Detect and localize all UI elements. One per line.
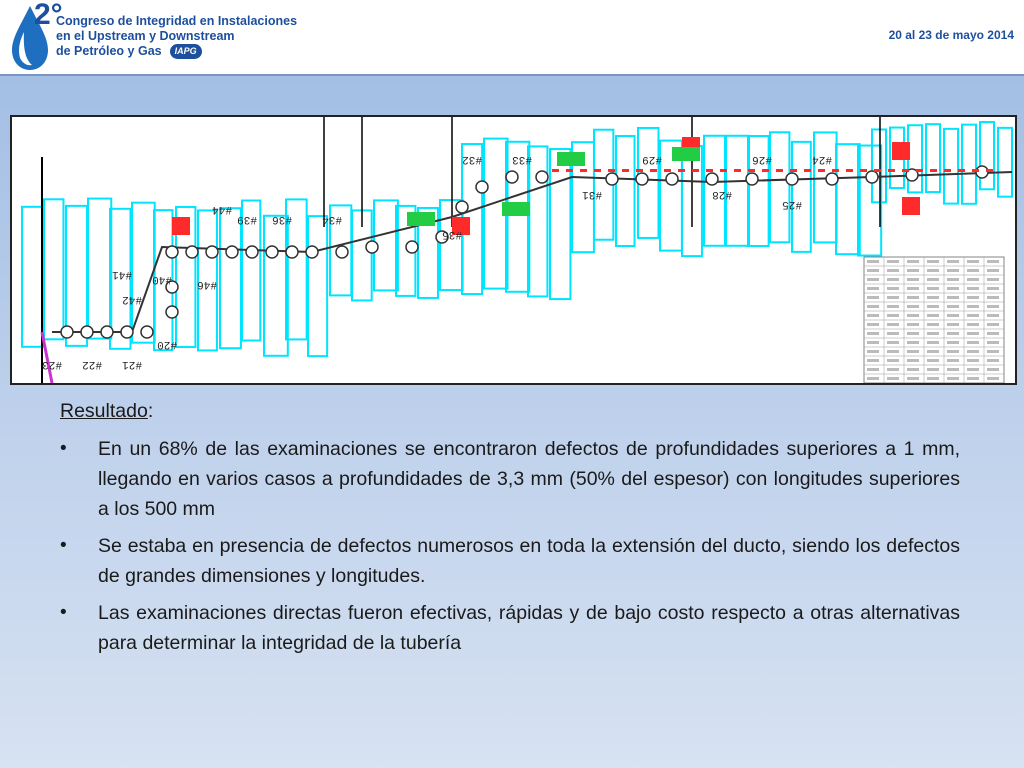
table-cell [907, 305, 919, 308]
defect-dash [832, 169, 839, 172]
table-cell [927, 287, 939, 290]
station-label: #40 [152, 273, 172, 285]
slide-content [60, 396, 960, 665]
street-block [962, 125, 976, 204]
defect-dash [846, 169, 853, 172]
defect-dash [622, 169, 629, 172]
defect-dash [944, 169, 951, 172]
table-cell [927, 332, 939, 335]
pipeline-map [10, 115, 1017, 385]
street-block [22, 207, 43, 347]
street-block [616, 136, 635, 246]
table-cell [907, 269, 919, 272]
table-cell [887, 341, 899, 344]
result-item: • Se estaba en presencia de defectos numerosos en toda la extensión del ducto, siendo los defectos de grandes dimensiones y longitudes. [60, 531, 960, 591]
event-date: 20 al 23 de mayo 2014 [888, 28, 1014, 42]
table-cell [927, 269, 939, 272]
green-zone [557, 152, 585, 166]
defect-dash [664, 169, 671, 172]
defect-marker [826, 173, 838, 185]
defect-marker [746, 173, 758, 185]
table-cell [927, 296, 939, 299]
table-cell [987, 377, 999, 380]
table-cell [867, 350, 879, 353]
street-block [908, 125, 922, 192]
bullet-icon: • [60, 602, 67, 623]
defect-dash [804, 169, 811, 172]
defect-dash [706, 169, 713, 172]
table-cell [967, 260, 979, 263]
table-cell [967, 341, 979, 344]
table-cell [947, 260, 959, 263]
defect-dash [776, 169, 783, 172]
defect-dash [762, 169, 769, 172]
table-cell [887, 350, 899, 353]
result-heading: Resultado: [60, 400, 154, 422]
defect-marker [186, 246, 198, 258]
table-cell [987, 278, 999, 281]
defect-zone [892, 142, 910, 160]
table-cell [987, 341, 999, 344]
table-cell [987, 314, 999, 317]
defect-dash [958, 169, 965, 172]
defect-marker [606, 173, 618, 185]
table-cell [967, 368, 979, 371]
defect-marker [456, 201, 468, 213]
table-cell [967, 350, 979, 353]
defect-marker [206, 246, 218, 258]
table-cell [927, 368, 939, 371]
table-cell [907, 350, 919, 353]
defect-marker [666, 173, 678, 185]
table-cell [887, 377, 899, 380]
table-cell [987, 287, 999, 290]
defect-dash [930, 169, 937, 172]
table-cell [947, 368, 959, 371]
defect-marker [101, 326, 113, 338]
station-label: #25 [782, 198, 802, 210]
defect-marker [866, 171, 878, 183]
table-cell [887, 332, 899, 335]
table-cell [927, 260, 939, 263]
bullet-icon: • [60, 535, 67, 556]
table-cell [887, 260, 899, 263]
defect-dash [636, 169, 643, 172]
table-cell [967, 323, 979, 326]
defect-marker [706, 173, 718, 185]
defect-marker [636, 173, 648, 185]
table-cell [947, 287, 959, 290]
green-zone [672, 147, 700, 161]
congress-title [56, 14, 297, 59]
station-label: #36 [272, 213, 292, 225]
table-cell [927, 359, 939, 362]
table-cell [907, 296, 919, 299]
table-cell [947, 269, 959, 272]
table-cell [867, 287, 879, 290]
table-cell [927, 278, 939, 281]
defect-dash [734, 169, 741, 172]
station-label: #29 [642, 153, 662, 165]
table-cell [867, 332, 879, 335]
defect-marker [141, 326, 153, 338]
street-block [308, 216, 327, 356]
defect-marker [786, 173, 798, 185]
defect-dash [874, 169, 881, 172]
table-cell [967, 278, 979, 281]
defect-dash [608, 169, 615, 172]
station-label: #46 [197, 278, 217, 290]
street-block [926, 124, 940, 192]
table-cell [887, 269, 899, 272]
street-block [944, 129, 958, 204]
defect-dash [720, 169, 727, 172]
table-cell [967, 269, 979, 272]
congress-title-line-3: de Petróleo y Gas IAPG [56, 44, 297, 59]
defect-dash [692, 169, 699, 172]
green-zone [407, 212, 435, 226]
defect-marker [336, 246, 348, 258]
station-label: #31 [582, 188, 602, 200]
defect-marker [266, 246, 278, 258]
defect-dash [818, 169, 825, 172]
defect-dash [552, 169, 559, 172]
table-cell [867, 296, 879, 299]
table-cell [907, 377, 919, 380]
station-label: #35 [442, 228, 462, 240]
table-cell [987, 260, 999, 263]
street-block [872, 129, 886, 202]
station-label: #44 [212, 203, 232, 215]
defect-dash [678, 169, 685, 172]
table-cell [867, 359, 879, 362]
table-cell [887, 314, 899, 317]
defect-marker [536, 171, 548, 183]
street-block [44, 199, 63, 339]
street-block [66, 206, 87, 346]
slide-header [0, 0, 1024, 76]
station-label: #33 [512, 153, 532, 165]
defect-dash [594, 169, 601, 172]
table-cell [967, 359, 979, 362]
station-label: #23 [42, 358, 62, 370]
table-cell [967, 305, 979, 308]
bullet-icon: • [60, 438, 67, 459]
pipeline-map-drawing [12, 117, 1015, 383]
defect-marker [166, 306, 178, 318]
station-label: #20 [157, 338, 177, 350]
table-cell [987, 323, 999, 326]
defect-dash [888, 169, 895, 172]
table-cell [907, 359, 919, 362]
station-label: #34 [322, 213, 342, 225]
defect-marker [121, 326, 133, 338]
table-cell [887, 305, 899, 308]
table-cell [887, 278, 899, 281]
table-cell [907, 260, 919, 263]
table-cell [867, 260, 879, 263]
station-label: #22 [82, 358, 102, 370]
table-cell [927, 314, 939, 317]
table-cell [887, 296, 899, 299]
table-cell [967, 296, 979, 299]
table-cell [887, 287, 899, 290]
street-block [528, 146, 547, 296]
result-item: • En un 68% de las examinaciones se encontraron defectos de profundidades superiores a 1 mm, llegando en varios casos a profundidades de 3,3 mm (50% del espesor) con longitudes superiores a los 500 mm [60, 434, 960, 524]
table-cell [907, 332, 919, 335]
table-cell [907, 314, 919, 317]
table-cell [947, 305, 959, 308]
table-cell [987, 332, 999, 335]
table-cell [947, 323, 959, 326]
table-cell [907, 323, 919, 326]
street-block [770, 132, 789, 242]
street-block [220, 208, 241, 348]
defect-marker [286, 246, 298, 258]
table-cell [947, 350, 959, 353]
street-block [88, 199, 111, 339]
station-label: #41 [112, 268, 132, 280]
iapg-badge: IAPG [170, 44, 202, 59]
defect-dash [916, 169, 923, 172]
station-label: #28 [712, 188, 732, 200]
logo-number: 2° [34, 0, 63, 31]
station-label: #21 [122, 358, 142, 370]
defect-marker [366, 241, 378, 253]
table-cell [907, 278, 919, 281]
station-label: #39 [237, 213, 257, 225]
defect-marker [226, 246, 238, 258]
street-block [858, 146, 881, 256]
table-cell [987, 305, 999, 308]
defect-dash [972, 169, 979, 172]
table-cell [967, 377, 979, 380]
street-block [814, 132, 837, 242]
defect-dash [986, 169, 993, 172]
result-item: • Las examinaciones directas fueron efectivas, rápidas y de bajo costo respecto a otras alternativas para determinar la integridad de la tubería [60, 598, 960, 658]
table-cell [987, 296, 999, 299]
defect-dash [650, 169, 657, 172]
defect-marker [61, 326, 73, 338]
street-block [998, 128, 1012, 197]
defect-dash [580, 169, 587, 172]
defect-marker [476, 181, 488, 193]
defect-zone [172, 217, 190, 235]
green-zone [502, 202, 530, 216]
defect-dash [566, 169, 573, 172]
street-block [980, 122, 994, 189]
table-cell [927, 350, 939, 353]
defect-marker [246, 246, 258, 258]
defect-marker [306, 246, 318, 258]
station-label: #42 [122, 293, 142, 305]
defect-dash [860, 169, 867, 172]
table-cell [947, 296, 959, 299]
table-cell [867, 377, 879, 380]
station-label: #24 [812, 153, 832, 165]
table-cell [867, 269, 879, 272]
defect-zone [902, 197, 920, 215]
street-block [792, 142, 811, 252]
table-cell [987, 350, 999, 353]
table-cell [967, 332, 979, 335]
table-cell [927, 323, 939, 326]
table-cell [867, 305, 879, 308]
table-cell [887, 368, 899, 371]
table-cell [947, 377, 959, 380]
table-cell [947, 314, 959, 317]
station-label: #32 [462, 153, 482, 165]
table-cell [967, 314, 979, 317]
defect-dash [902, 169, 909, 172]
table-cell [927, 305, 939, 308]
table-cell [987, 269, 999, 272]
street-block [748, 136, 769, 246]
table-cell [907, 341, 919, 344]
defect-dash [790, 169, 797, 172]
table-cell [867, 368, 879, 371]
station-label: #26 [752, 153, 772, 165]
table-cell [947, 359, 959, 362]
street-block [264, 216, 288, 356]
defect-marker [166, 246, 178, 258]
table-cell [967, 287, 979, 290]
street-block [836, 144, 860, 254]
table-cell [887, 323, 899, 326]
table-cell [987, 368, 999, 371]
defect-marker [506, 171, 518, 183]
table-cell [947, 341, 959, 344]
table-cell [867, 323, 879, 326]
table-cell [867, 278, 879, 281]
table-cell [907, 287, 919, 290]
defect-marker [406, 241, 418, 253]
table-cell [907, 368, 919, 371]
table-cell [947, 332, 959, 335]
table-cell [927, 341, 939, 344]
defect-marker [81, 326, 93, 338]
table-cell [887, 359, 899, 362]
table-cell [927, 377, 939, 380]
table-cell [867, 341, 879, 344]
table-cell [947, 278, 959, 281]
defect-dash [748, 169, 755, 172]
table-cell [867, 314, 879, 317]
table-cell [987, 359, 999, 362]
congress-title-line-2: en el Upstream y Downstream [56, 29, 235, 43]
congress-title-line-1: Congreso de Integridad en Instalaciones [56, 14, 298, 28]
result-list [60, 434, 960, 658]
